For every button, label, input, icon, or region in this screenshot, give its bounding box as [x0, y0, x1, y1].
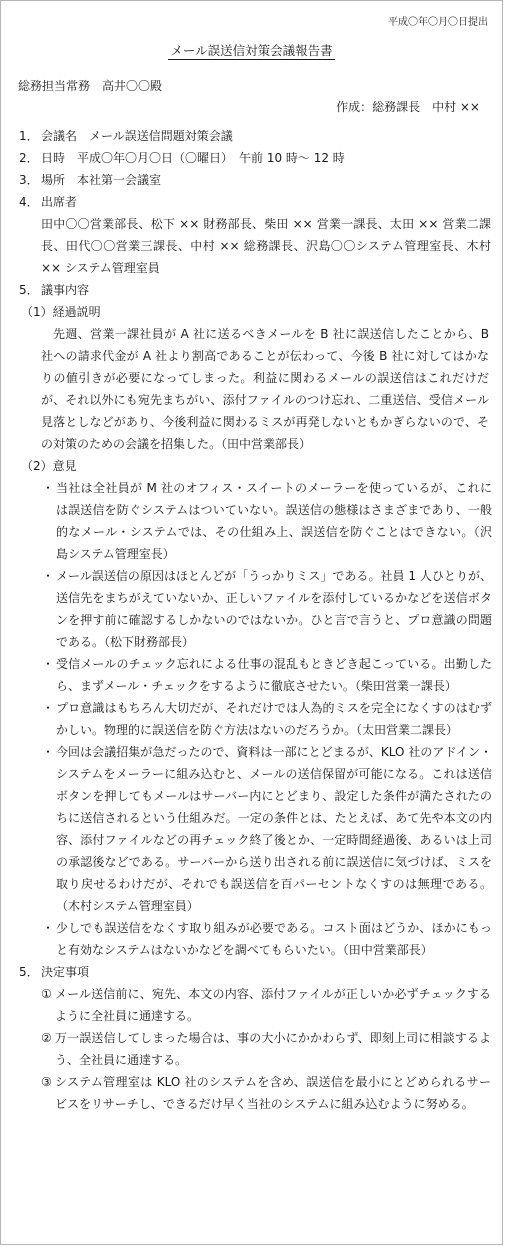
decision-item: [41, 1071, 491, 1115]
summary-paragraph: 先週、営業一課社員が A 社に送るべきメールを B 社に誤送信したことから、B 社への請求代金が A 社より割高であることが伝わって、今後 B 社に対してはかなりの値引きが必要になってしまった。利益に関わるメールの誤送信はこれだけだが、それ以外にも宛先まちがい、添付ファイルのつけ忘れ、二重送信、受信メール見落としなどがあり、今後利益に関わるミスが再発しないともかぎらないので、その対策のための会議を招集した。（田中営業部長）: [41, 327, 489, 451]
section-number: 2．: [19, 151, 39, 165]
decision-item: [41, 983, 491, 1027]
opinion-text: 当社は全社員が M 社のオフィス・スイートのメーラーを使っているが、これには誤送信を防ぐシステムはついていない。誤送信の態様はさまざまであり、一般的なメール・システムでは、その仕組み上、誤送信を防ぐことはできない。（沢島システム管理室長）: [56, 481, 492, 561]
section-text: 議事内容: [41, 283, 90, 297]
section-text: 決定事項: [41, 965, 90, 979]
section-proceedings: [1, 279, 502, 301]
decision-text: メール送信前に、宛先、本文の内容、添付ファイルが正しいか必ずチェックするように全社員に通達する。: [55, 987, 491, 1023]
section-number: 1．: [19, 129, 39, 143]
subsection-opinions: [1, 455, 502, 477]
opinion-text: プロ意識はもちろん大切だが、それだけでは人為的ミスを完全になくすのはむずかしい。物理的に誤送信を防ぐ方法はないのだろうか。（太田営業二課長）: [56, 701, 492, 737]
opinion-item: [42, 697, 492, 741]
section-decisions: [1, 961, 502, 983]
section-datetime: [1, 147, 502, 169]
bullet-mark: ・: [42, 701, 55, 715]
subsection-label: （1）経過説明: [21, 305, 101, 319]
opinion-text: 少しでも誤送信をなくす取り組みが必要である。コスト面はどうか、ほかにもっと有効なシステムはないかなどを調べてもらいたい。（田中営業部長）: [56, 921, 492, 957]
subsection-label: （2）意見: [21, 459, 77, 473]
bullet-mark: ・: [42, 569, 55, 583]
section-place: [1, 169, 502, 191]
section-meeting-name: [1, 125, 502, 147]
report-body: [1, 125, 502, 1115]
decision-text: システム管理室は KLO 社のシステムを含め、誤送信を最小にとどめられるサービスをリサーチし、できるだけ早く当社のシステムに組み込むように努める。: [55, 1075, 491, 1111]
bullet-mark: ・: [42, 745, 55, 759]
bullet-mark: ・: [42, 657, 55, 671]
opinion-text: 今回は会議招集が急だったので、資料は一部にとどまるが、KLO 社のアドイン・システムをメーラーに組み込むと、メールの送信保留が可能になる。これは送信ボタンを押してもメールはサーバー内にとどまり、設定した条件が満たされたのちに送信されるという仕組みだ。一定の条件とは、たとえば、あて先や本文の内容、添付ファイルなどの再チェック終了後とか、一定時間経過後、あるいは上司の承認後などである。サーバーから送り出される前に誤送信に気づけば、ミスを取り戻せるわけだが、それでも誤送信を百パーセントなくすのは無理である。（木村システム管理室員）: [56, 745, 492, 913]
bullet-mark: ・: [42, 921, 55, 935]
report-title-text: メール誤送信対策会議報告書: [170, 43, 333, 58]
decision-number: ②: [41, 1031, 52, 1045]
author: 作成：総務課長 中村 ××: [336, 100, 480, 114]
opinion-item: [42, 741, 492, 917]
opinion-item: [42, 653, 492, 697]
section-number: 5．: [19, 283, 39, 297]
decision-item: [41, 1027, 491, 1071]
section-text: 場所 本社第一会議室: [41, 173, 162, 187]
bullet-mark: ・: [42, 481, 55, 495]
section-number: 3．: [19, 173, 39, 187]
section-text: 会議名 メール誤送信問題対策会議: [41, 129, 233, 143]
section-text: 日時 平成〇年〇月〇日（〇曜日） 午前 10 時〜 12 時: [41, 151, 345, 165]
decision-text: 万一誤送信してしまった場合は、事の大小にかかわらず、即刻上司に相談するよう、全社員に通達する。: [55, 1031, 491, 1067]
section-number: 5．: [19, 965, 39, 979]
decision-number: ③: [41, 1075, 52, 1089]
decision-number: ①: [41, 987, 52, 1001]
opinion-text: メール誤送信の原因はほとんどが「うっかりミス」である。社員 1 人ひとりが、送信先をまちがえていないか、正しいファイルを添付しているかなどを送信ボタンを押す前に確認するしかないのではないか。ひと言で言うと、プロ意識の問題である。（松下財務部長）: [56, 569, 492, 649]
section-text: 出席者: [41, 195, 78, 209]
subsection-summary: [1, 301, 502, 323]
submission-date: 平成〇年〇月〇日提出: [388, 17, 488, 28]
opinion-text: 受信メールのチェック忘れによる仕事の混乱もときどき起こっている。出勤したら、まずメール・チェックをするように徹底させたい。（柴田営業一課長）: [56, 657, 492, 693]
addressee: 総務担当常務 高井〇〇殿: [18, 79, 163, 93]
opinion-item: [42, 917, 492, 961]
section-attendees: [1, 191, 502, 213]
report-title: [1, 41, 502, 59]
opinion-item: [42, 477, 492, 565]
opinion-item: [42, 565, 492, 653]
attendee-list: 田中〇〇営業部長、松下 ×× 財務部長、柴田 ×× 営業一課長、太田 ×× 営業二課長、田代〇〇営業三課長、中村 ×× 総務課長、沢島〇〇システム管理室長、木村 ×× システム管理室員: [41, 217, 491, 275]
section-number: 4．: [19, 195, 39, 209]
